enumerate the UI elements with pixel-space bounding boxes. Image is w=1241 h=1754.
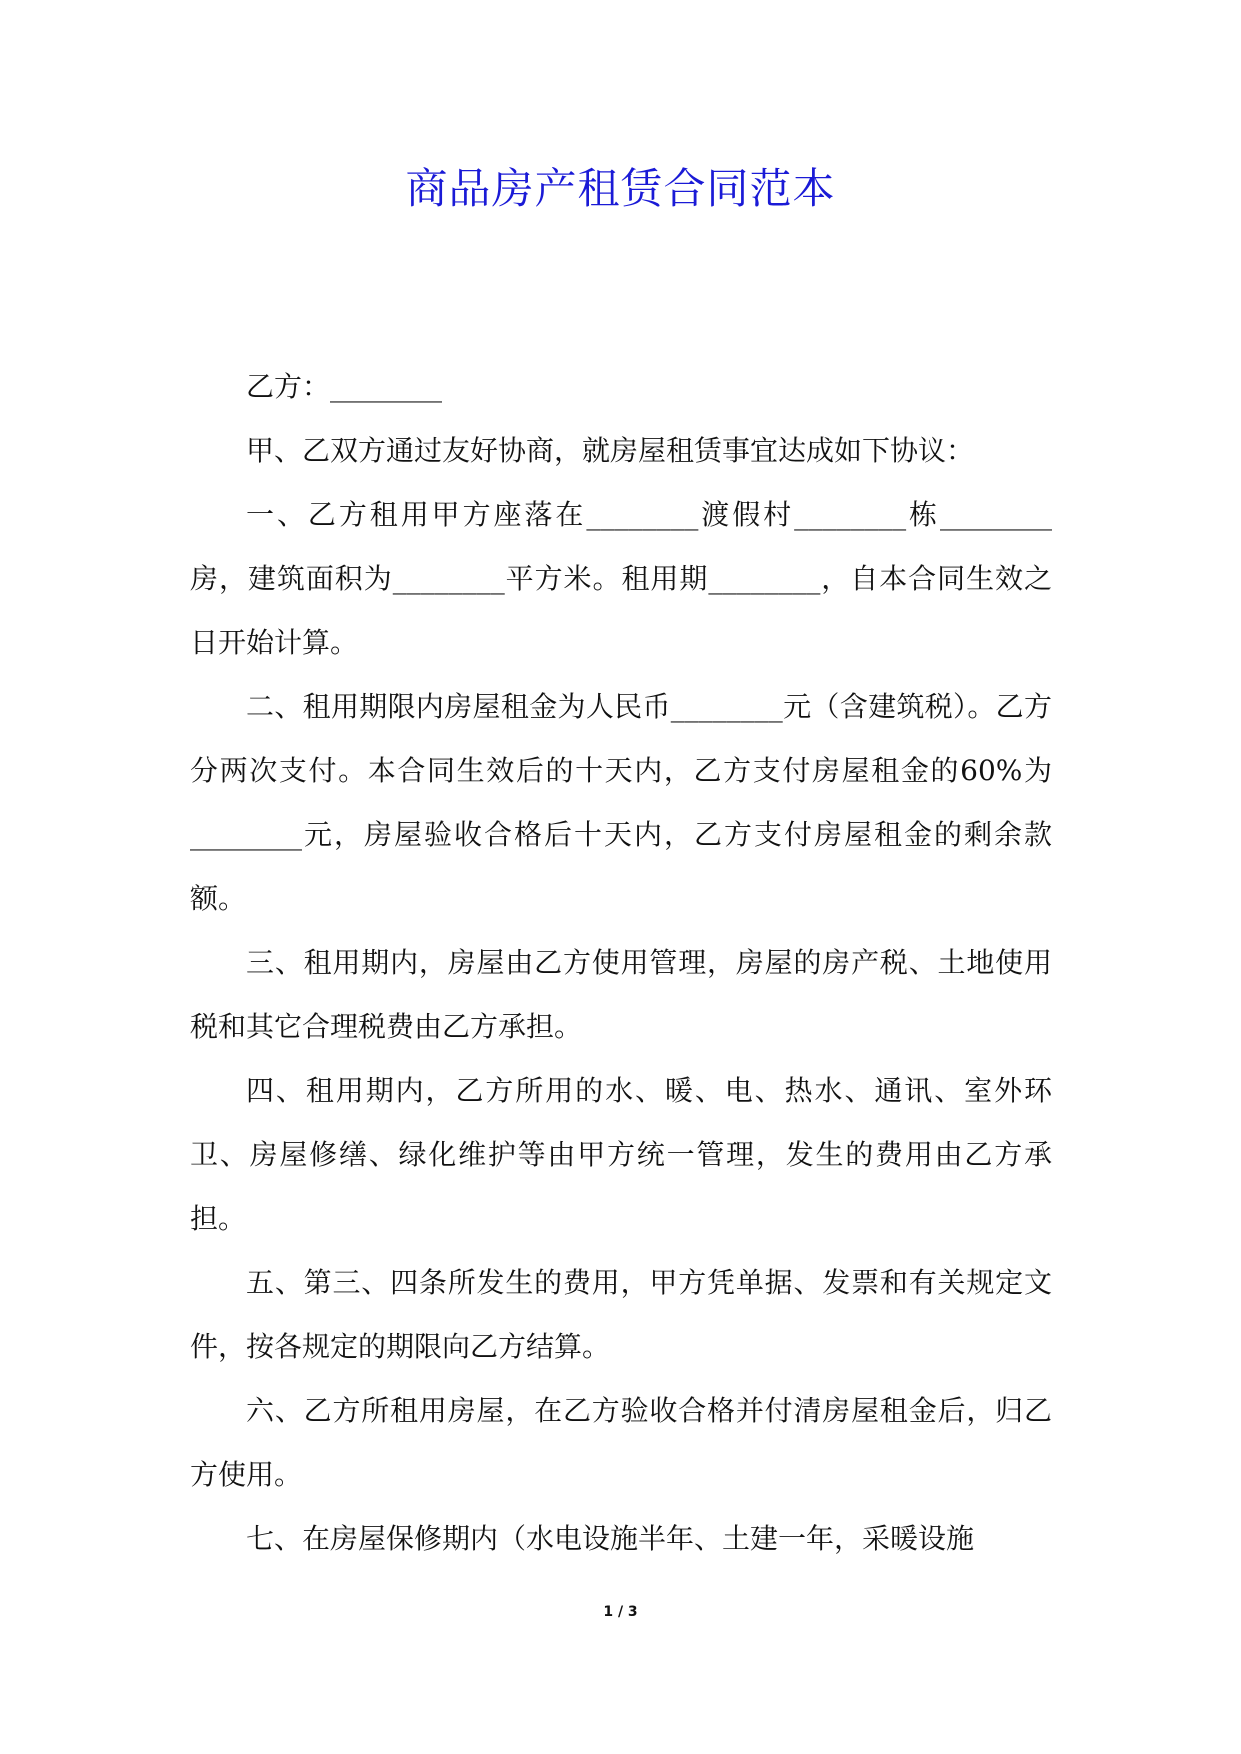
- paragraph-clause-2: 二、租用期限内房屋租金为人民币________元（含建筑税）。乙方分两次支付。本合同生效后的十天内，乙方支付房屋租金的60%为________元，房屋验收合格后十天内，乙方支付房屋租金的剩余款额。: [190, 690, 1052, 915]
- paragraph-intro: 甲、乙双方通过友好协商，就房屋租赁事宜达成如下协议：: [246, 434, 975, 467]
- paragraph-clause-4: 四、租用期内，乙方所用的水、暖、电、热水、通讯、室外环卫、房屋修缮、绿化维护等由甲方统一管理，发生的费用由乙方承担。: [190, 1074, 1052, 1235]
- paragraph-clause-1: 一、乙方租用甲方座落在________渡假村________栋________房，建筑面积为________平方米。租用期________，自本合同生效之日开始计算。: [190, 498, 1052, 659]
- page-number: 1 / 3: [603, 1604, 638, 1620]
- document-title: 商品房产租赁合同范本: [405, 164, 836, 213]
- paragraph-clause-7: 七、在房屋保修期内（水电设施半年、土建一年，采暖设施: [246, 1522, 975, 1555]
- paragraph-clause-6: 六、乙方所租用房屋，在乙方验收合格并付清房屋租金后，归乙方使用。: [190, 1394, 1052, 1491]
- paragraph-party-b: 乙方：________: [246, 370, 443, 403]
- document-body: [190, 355, 1052, 1571]
- paragraph-clause-3: 三、租用期内，房屋由乙方使用管理，房屋的房产税、土地使用税和其它合理税费由乙方承担。: [190, 946, 1052, 1043]
- paragraph-clause-5: 五、第三、四条所发生的费用，甲方凭单据、发票和有关规定文件，按各规定的期限向乙方结算。: [190, 1266, 1052, 1363]
